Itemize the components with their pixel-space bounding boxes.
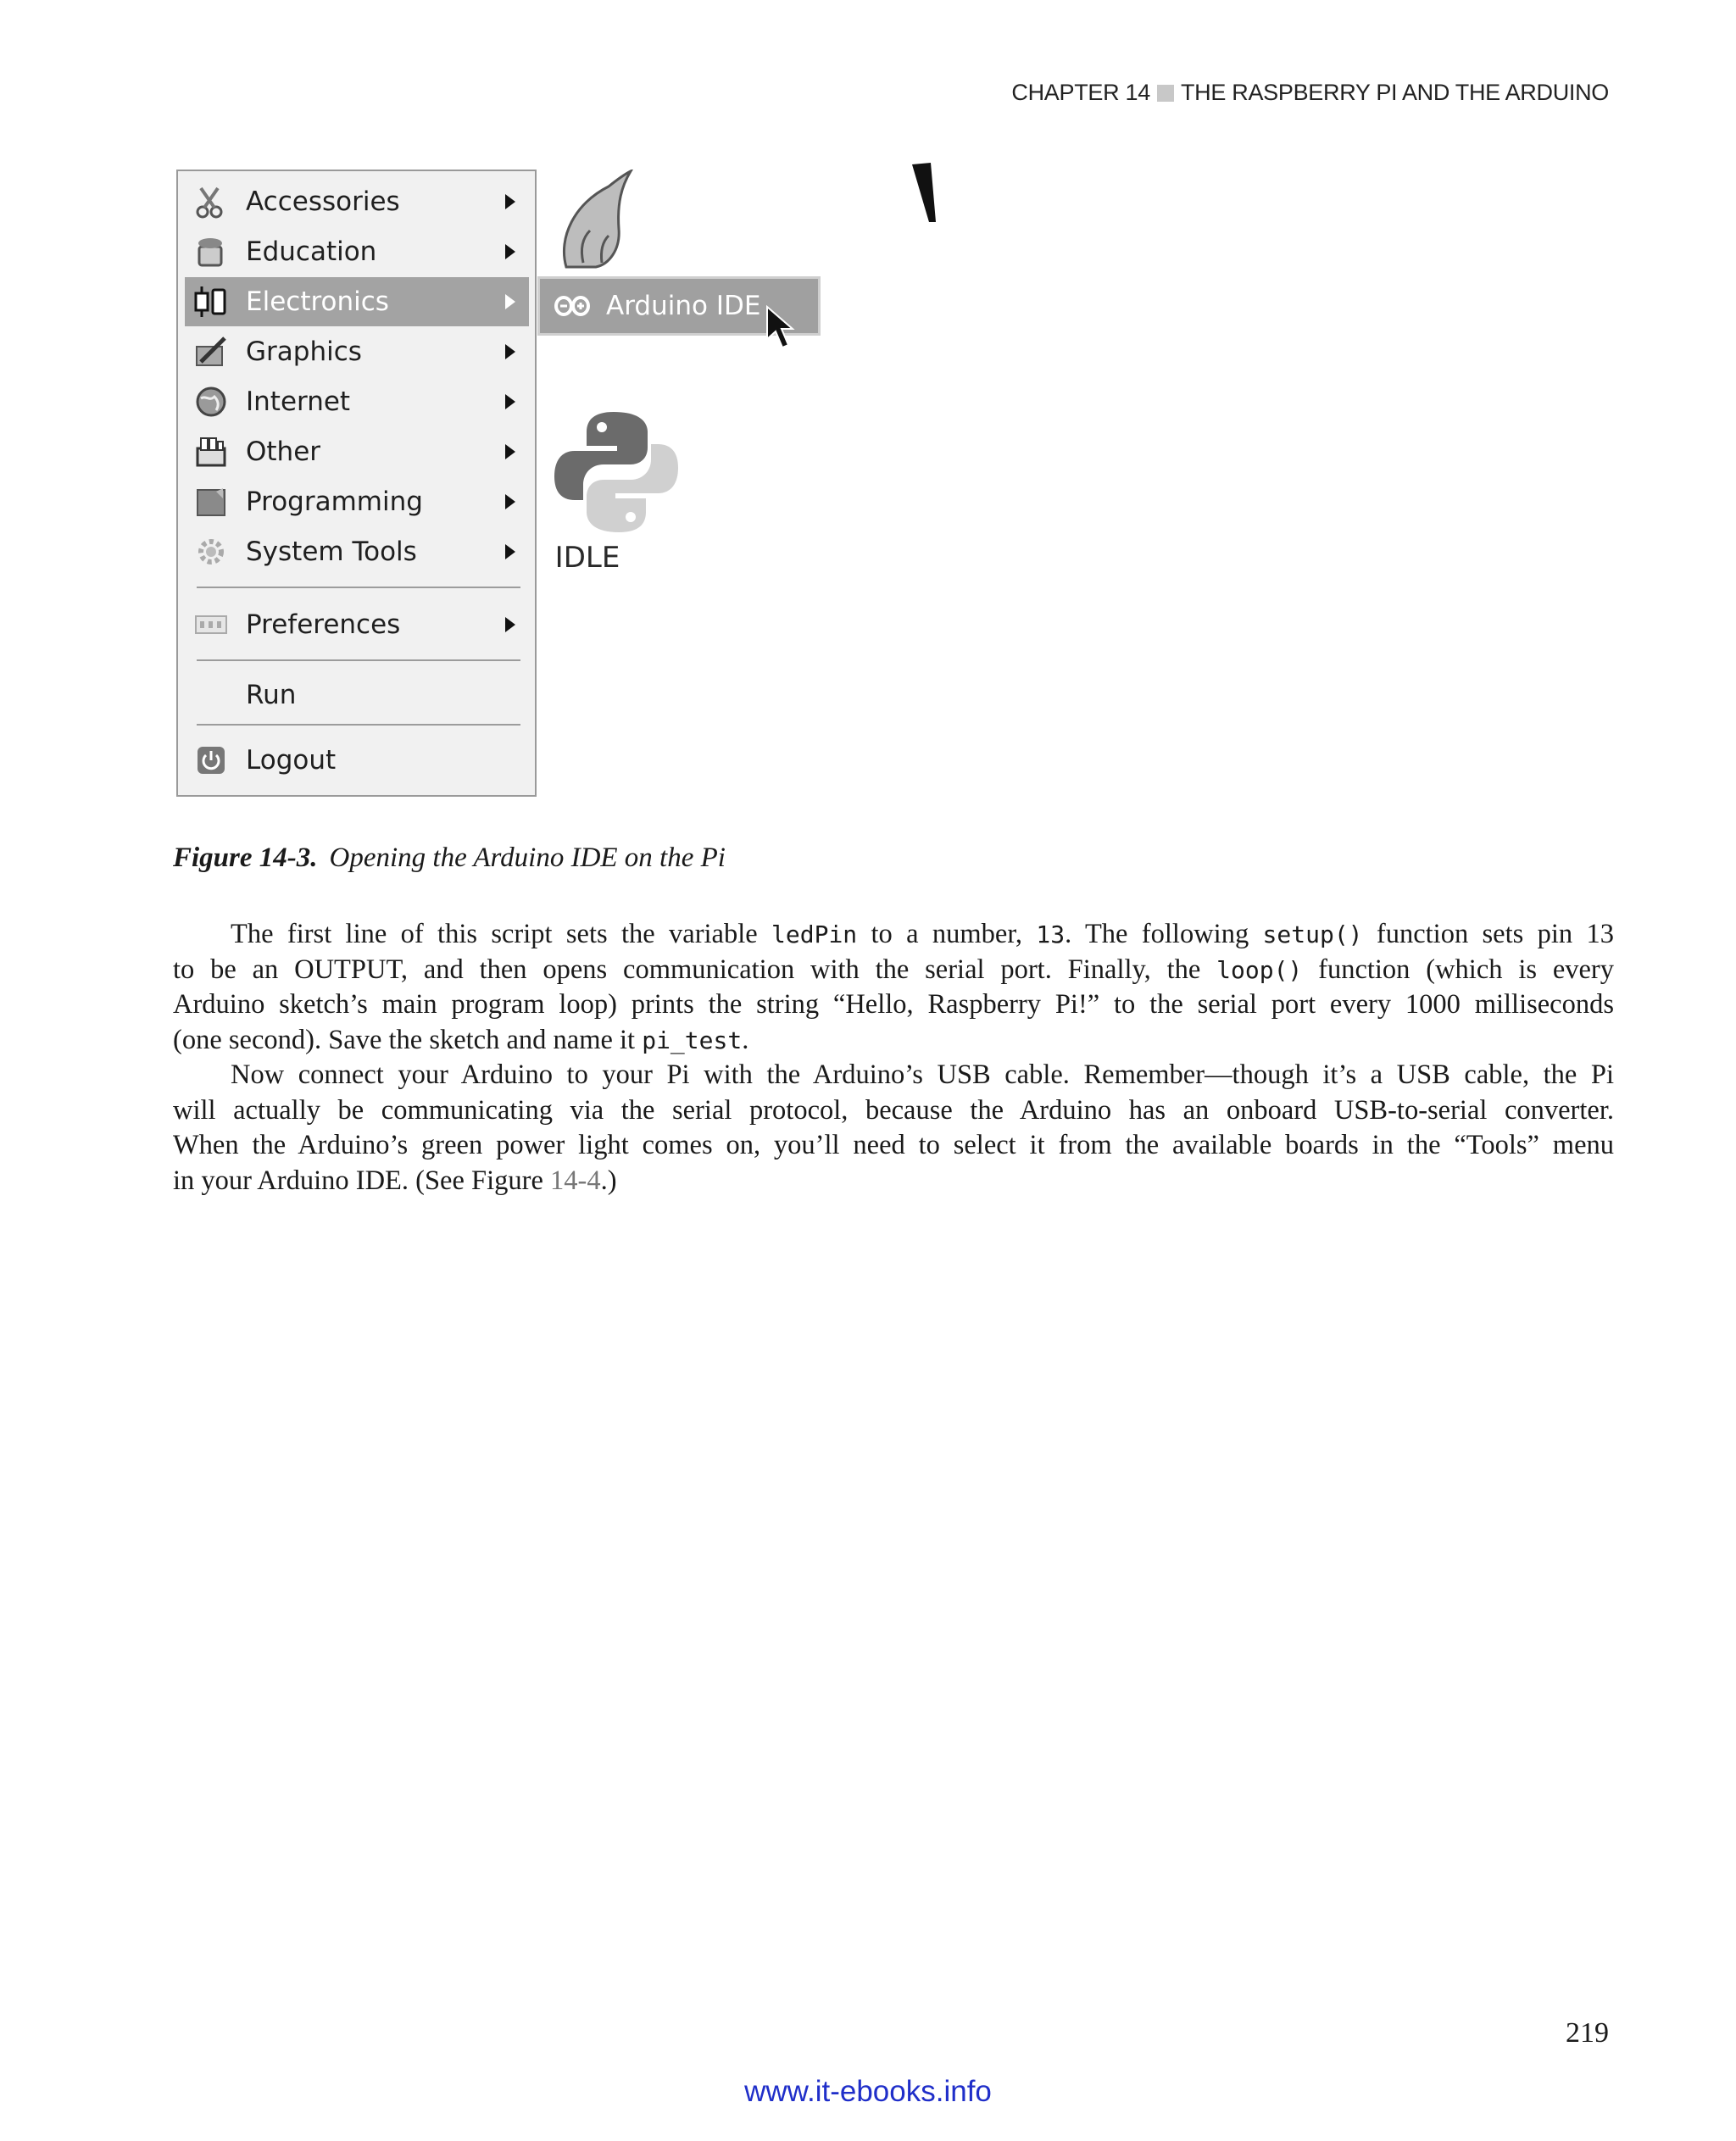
submenu-arrow-icon	[505, 617, 515, 632]
text-line: in your Arduino IDE. (See Figure 14-4.)	[173, 1165, 617, 1196]
mouse-cursor-icon	[765, 305, 796, 351]
menu-item-system-tools[interactable]: System Tools	[185, 527, 529, 576]
separator-square	[1157, 85, 1174, 102]
menu-item-other[interactable]: Other	[185, 427, 529, 476]
other-icon	[193, 434, 229, 470]
infinity-icon	[554, 293, 591, 319]
submenu-arrow-icon	[505, 494, 515, 509]
submenu-arrow-icon	[505, 444, 515, 459]
text-line: The first line of this script sets the variable ledPin to a number, 13. The following setup() function sets pin 13	[231, 919, 1614, 949]
page-number: 219	[1566, 2017, 1609, 2049]
paragraph	[173, 917, 1614, 1058]
figure-caption-text: Opening the Arduino IDE on the Pi	[329, 842, 726, 873]
submenu-arrow-icon	[505, 294, 515, 309]
submenu-arrow-icon	[505, 244, 515, 259]
menu-item-electronics[interactable]: Electronics	[185, 277, 529, 326]
programming-icon	[193, 484, 229, 520]
body-text	[173, 917, 1614, 1198]
text-line: When the Arduino’s green power light comes on, you’ll need to select it from the available boards in the “Tools” menu	[173, 1130, 1614, 1160]
chapter-label: CHAPTER 14	[1011, 80, 1150, 105]
submenu-item-label: Arduino IDE	[606, 291, 761, 321]
menu-item-accessories[interactable]: Accessories	[185, 177, 529, 226]
text-line: will actually be communicating via the serial protocol, because the Arduino has an onboard USB-to-serial converter.	[173, 1094, 1614, 1126]
graphics-icon	[193, 334, 229, 370]
globe-icon	[193, 384, 229, 420]
menu-separator	[197, 587, 520, 588]
applications-menu	[176, 170, 537, 797]
figure-caption	[173, 842, 726, 874]
figure-caption-label: Figure 14-3.	[173, 842, 318, 873]
figure-cross-reference-link[interactable]: 14-4	[550, 1165, 601, 1196]
submenu-arrow-icon	[505, 394, 515, 409]
footer-link[interactable]: www.it-ebooks.info	[744, 2075, 992, 2108]
menu-separator	[197, 659, 520, 661]
figure-screenshot	[176, 163, 939, 807]
menu-separator	[197, 724, 520, 726]
preferences-icon	[193, 607, 229, 642]
submenu-arrow-icon	[505, 544, 515, 559]
menu-item-preferences[interactable]: Preferences	[185, 600, 529, 649]
scissors-icon	[193, 184, 229, 220]
python-idle-icon[interactable]	[553, 409, 680, 536]
menu-item-education[interactable]: Education	[185, 227, 529, 276]
idle-icon-label: IDLE	[554, 541, 620, 575]
menu-item-graphics[interactable]: Graphics	[185, 327, 529, 376]
power-icon	[193, 742, 229, 778]
panel-pointer-icon	[912, 163, 938, 224]
menu-item-run[interactable]: Run	[246, 680, 297, 710]
running-head	[1011, 80, 1609, 106]
chapter-title: THE RASPBERRY PI AND THE ARDUINO	[1180, 80, 1609, 105]
electronics-icon	[193, 284, 229, 320]
menu-item-internet[interactable]: Internet	[185, 377, 529, 426]
flame-icon[interactable]	[558, 170, 634, 271]
submenu-arrow-icon	[505, 194, 515, 209]
menu-item-logout[interactable]: Logout	[185, 736, 529, 785]
education-icon	[193, 234, 229, 270]
submenu-arrow-icon	[505, 344, 515, 359]
menu-item-programming[interactable]: Programming	[185, 477, 529, 526]
paragraph	[173, 1058, 1614, 1198]
text-line: (one second). Save the sketch and name it pi_test.	[173, 1024, 749, 1055]
text-line: to be an OUTPUT, and then opens communication with the serial port. Finally, the loop() function (which is every	[173, 954, 1615, 985]
text-line: Now connect your Arduino to your Pi with the Arduino’s USB cable. Remember—though it’s a USB cable, the Pi	[231, 1059, 1614, 1090]
gear-icon	[193, 534, 229, 570]
text-line: Arduino sketch’s main program loop) prints the string “Hello, Raspberry Pi!” to the serial port every 1000 milliseconds	[173, 989, 1614, 1020]
